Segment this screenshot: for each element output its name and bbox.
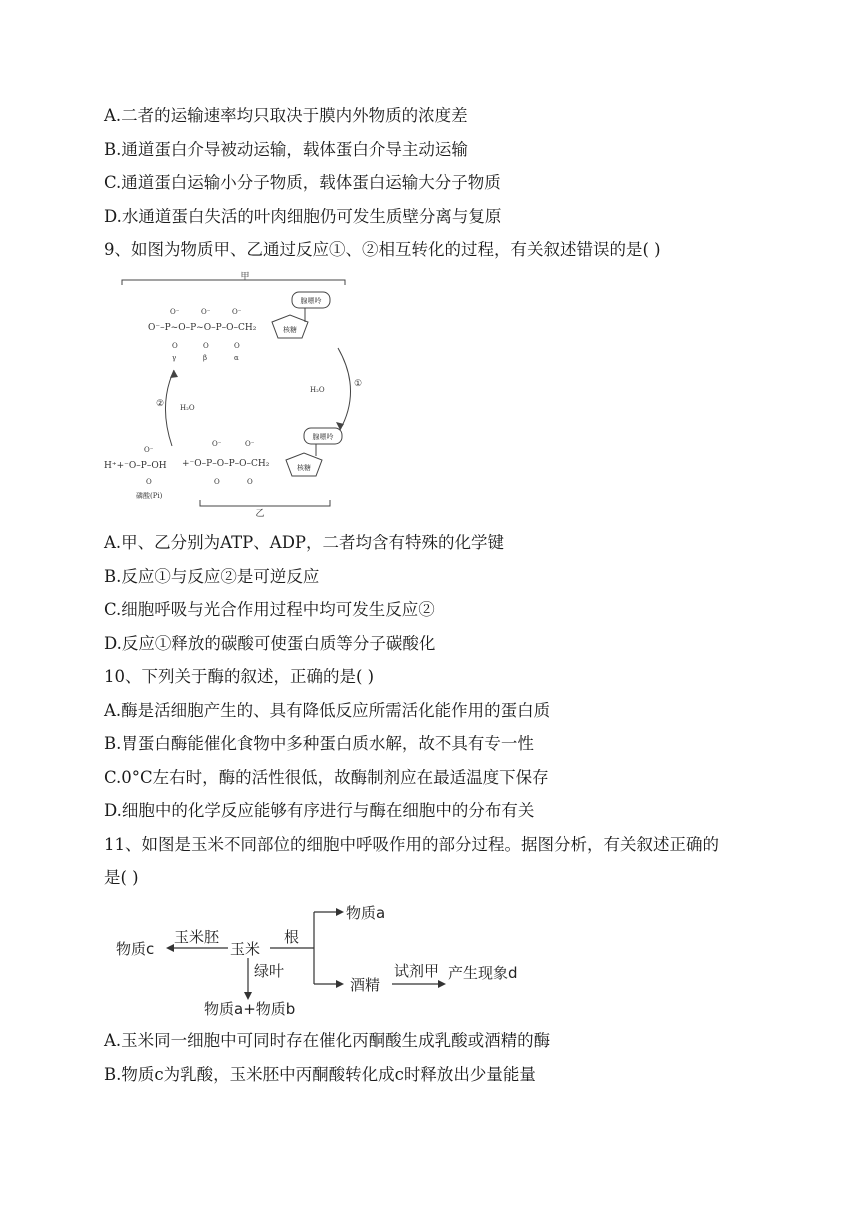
substance-a: 物质a xyxy=(346,904,386,922)
o-minus-3: O⁻ xyxy=(232,308,242,316)
adenine-label-1: 腺嘌呤 xyxy=(300,297,322,305)
question-10: 10、下列关于酶的叙述，正确的是( ) xyxy=(104,667,375,686)
option-9a: A.甲、乙分别为ATP、ADP，二者均含有特殊的化学键 xyxy=(104,533,505,552)
product-label: 物质a+物质b xyxy=(204,1000,296,1018)
alpha-label: α xyxy=(234,354,239,362)
option-9d: D.反应①释放的碳酸可使蛋白质等分子碳酸化 xyxy=(104,634,436,653)
o-minus-5: O⁻ xyxy=(245,440,255,448)
water-in: H₂O xyxy=(310,386,325,394)
option-10b: B.胃蛋白酶能催化食物中多种蛋白质水解，故不具有专一性 xyxy=(104,734,534,753)
phenomenon-label: 产生现象d xyxy=(448,964,518,982)
reaction-2-label: ② xyxy=(156,399,165,409)
o-double-pi: O xyxy=(146,478,152,486)
o-double-3: O xyxy=(234,342,240,350)
phosphate-label: 磷酸(Pi) xyxy=(136,492,163,500)
o-minus-2: O⁻ xyxy=(201,308,211,316)
o-minus-1: O⁻ xyxy=(170,308,180,316)
atp-chain: O⁻–P~O–P~O–P–O–CH₂ xyxy=(148,323,257,333)
question-11: 11、如图是玉米不同部位的细胞中呼吸作用的部分过程。据图分析，有关叙述正确的 xyxy=(104,835,719,854)
reagent-label: 试剂甲 xyxy=(394,962,440,980)
substance-c: 物质c xyxy=(116,940,155,958)
option-9b: B.反应①与反应②是可逆反应 xyxy=(104,567,320,586)
gamma-label: γ xyxy=(172,354,177,362)
ribose-label-2: 核糖 xyxy=(297,464,311,472)
option-10d: D.细胞中的化学反应能够有序进行与酶在细胞中的分布有关 xyxy=(104,801,535,820)
alcohol-label: 酒精 xyxy=(350,976,381,994)
o-minus-4: O⁻ xyxy=(212,440,222,448)
o-double-5: O xyxy=(247,478,253,486)
o-double-4: O xyxy=(214,478,220,486)
beta-label: β xyxy=(203,354,208,362)
corn-label: 玉米 xyxy=(230,940,261,958)
adenine-label-2: 腺嘌呤 xyxy=(312,433,334,441)
option-8a: A.二者的运输速率均只取决于膜内外物质的浓度差 xyxy=(104,106,468,125)
reaction-1-label: ① xyxy=(354,379,363,389)
option-8d: D.水通道蛋白失活的叶肉细胞仍可发生质壁分离与复原 xyxy=(104,207,502,226)
leaf-label: 绿叶 xyxy=(254,962,285,980)
o-double-2: O xyxy=(203,342,209,350)
embryo-label: 玉米胚 xyxy=(174,928,220,946)
reaction-1-arrow xyxy=(338,348,351,430)
option-10c: C.0°C左右时，酶的活性很低，故酶制剂应在最适温度下保存 xyxy=(104,768,549,787)
option-11a: A.玉米同一细胞中可同时存在催化丙酮酸生成乳酸或酒精的酶 xyxy=(104,1031,551,1050)
root-label: 根 xyxy=(284,928,300,946)
adp-chain: +⁻O–P–O–P–O–CH₂ xyxy=(182,459,270,469)
question-11-cont: 是( ) xyxy=(104,868,139,887)
reaction-2-arrow xyxy=(165,370,174,446)
water-out: H₂O xyxy=(180,404,195,412)
o-minus-pi: O⁻ xyxy=(144,446,154,454)
option-8c: C.通道蛋白运输小分子物质，载体蛋白运输大分子物质 xyxy=(104,173,501,192)
o-double-1: O xyxy=(172,342,178,350)
corn-respiration-diagram xyxy=(110,898,550,1018)
option-11b: B.物质c为乳酸，玉米胚中丙酮酸转化成c时释放出少量能量 xyxy=(104,1065,536,1084)
question-9: 9、如图为物质甲、乙通过反应①、②相互转化的过程，有关叙述错误的是( ) xyxy=(104,240,661,259)
option-8b: B.通道蛋白介导被动运输，载体蛋白介导主动运输 xyxy=(104,140,468,159)
option-10a: A.酶是活细胞产生的、具有降低反应所需活化能作用的蛋白质 xyxy=(104,701,551,720)
pi-formula: H⁺+⁻O–P–OH xyxy=(104,461,167,471)
label-yi: 乙 xyxy=(255,509,265,519)
ribose-label-1: 核糖 xyxy=(283,326,297,334)
atp-adp-diagram xyxy=(100,270,363,519)
option-9c: C.细胞呼吸与光合作用过程中均可发生反应② xyxy=(104,600,435,619)
label-jia: 甲 xyxy=(240,272,250,282)
